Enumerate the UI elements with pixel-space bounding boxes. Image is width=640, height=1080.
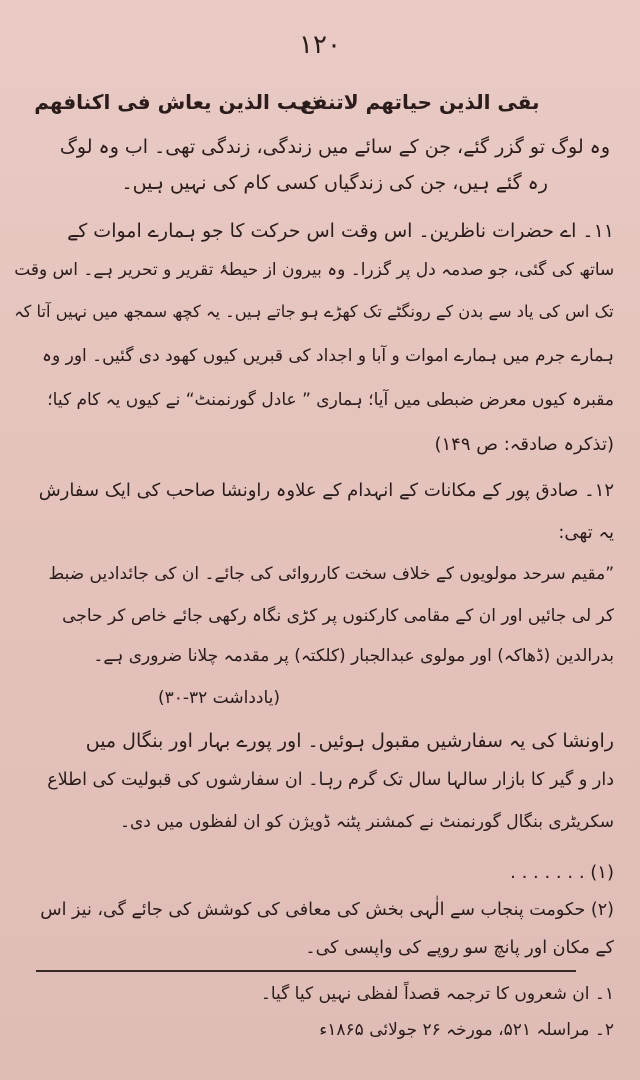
- quote-translation-line-2: رہ گئے ہیں، جن کی زندگیاں کسی کام کی نہیں ہیں۔: [121, 172, 548, 194]
- quote-translation-line-1: وہ لوگ تو گزر گئے، جن کے سائے میں زندگی، زندگی تھی۔ اب وہ لوگ: [59, 136, 610, 158]
- footnote-2: ۲۔ مراسلہ ۵۲۱، مورخہ ۲۶ جولائی ۱۸۶۵ء: [319, 1020, 614, 1040]
- para-11-citation: (تذکرہ صادقہ: ص ۱۴۹): [434, 434, 614, 455]
- para-11-line-4: ہمارے جرم میں ہمارے اموات و آبا و اجداد کی قبریں کیوں کھود دی گئیں۔ اور وہ: [42, 346, 614, 366]
- para-11-line-1: ۱۱۔ اے حضرات ناظرین۔ اس وقت اس حرکت کا جو ہمارے اموات کے: [67, 220, 614, 242]
- quote-block-line-1: ”مقیم سرحد مولویوں کے خلاف سخت کارروائی کی جائے۔ ان کی جائدادیں ضبط: [48, 564, 614, 584]
- footnote-1: ۱۔ ان شعروں کا ترجمہ قصداً لفظی نہیں کیا گیا۔: [260, 984, 614, 1004]
- para-rest-line-3: سکریٹری بنگال گورنمنٹ نے کمشنر پٹنہ ڈویژن کو ان لفظوں میں دی۔: [120, 812, 614, 832]
- para-12-line-2: یہ تھی:: [558, 522, 614, 543]
- list-item-2: (۲) حکومت پنجاب سے الٰہی بخش کی معافی کی کوشش کی جائے گی، نیز اس: [40, 900, 614, 920]
- para-rest-line-2: دار و گیر کا بازار سالہا سال تک گرم رہا۔ ان سفارشوں کی قبولیت کی اطلاع: [47, 770, 614, 790]
- para-12-line-1: ۱۲۔ صادق پور کے مکانات کے انہدام کے علاوہ راونشا صاحب کی ایک سفارش: [38, 480, 614, 501]
- arabic-quote-right: ذہب الذین یعاش فی اکنافھم: [34, 90, 320, 114]
- page-number: ١٢٠: [299, 30, 341, 60]
- list-item-2-continued: کے مکان اور پانچ سو روپے کی واپسی کی۔: [305, 938, 614, 958]
- quote-block-line-3: بدرالدین (ڈھاکہ) اور مولوی عبدالجبار (کلکتہ) پر مقدمہ چلانا ضروری ہے۔: [93, 646, 614, 666]
- quote-block-line-2: کر لی جائیں اور ان کے مقامی کارکنوں پر کڑی نگاہ رکھی جائے خاص کر حاجی: [62, 606, 614, 626]
- para-rest-line-1: راونشا کی یہ سفارشیں مقبول ہوئیں۔ اور پورے بہار اور بنگال میں: [85, 730, 614, 752]
- para-11-line-3: تک اس کی یاد سے بدن کے رونگٹے تک کھڑے ہو جاتے ہیں۔ یہ کچھ سمجھ میں نہیں آتا کہ: [14, 302, 614, 321]
- footnote-divider: [36, 970, 576, 972]
- list-item-1: (۱) . . . . . . .: [510, 862, 614, 883]
- quote-block-citation: (یادداشت ۳۲-۳۰): [157, 688, 280, 708]
- arabic-quote-left: بقی الذین حیاتھم لاتنفع: [300, 90, 540, 114]
- para-11-line-2: ساتھ کی گئی، جو صدمہ دل پر گزرا۔ وہ بیرون از حیطۂ تقریر و تحریر ہے۔ اس وقت: [13, 260, 614, 280]
- para-11-line-5: مقبرہ کیوں معرض ضبطی میں آیا؛ ہماری ” عادل گورنمنٹ“ نے کیوں یہ کام کیا؛: [47, 390, 614, 410]
